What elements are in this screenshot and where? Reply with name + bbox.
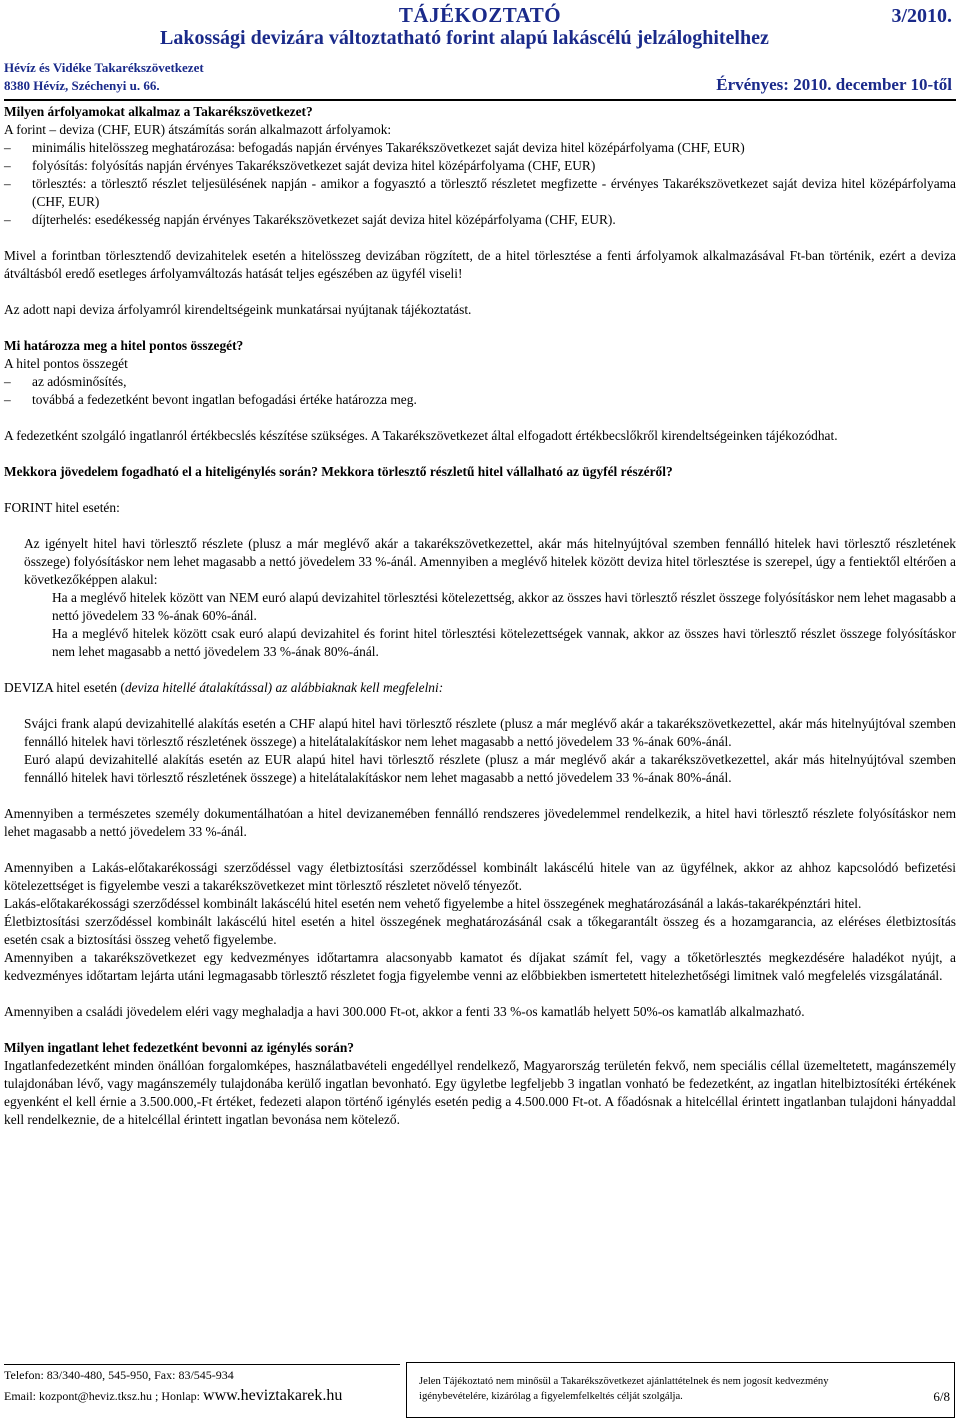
disclaimer-text: Jelen Tájékoztató nem minősül a Takarékszövetkezet ajánlattételnek és nem jogosít kedvezmény igénybevételére, kizárólag a figyelemfelkeltés célját szolgálja. (419, 1376, 829, 1402)
website-link[interactable]: www.heviztakarek.hu (203, 1387, 343, 1404)
document-body (4, 103, 956, 1129)
document-subtitle: Lakossági devizára változtatható forint alapú lakáscélú jelzáloghitelhez (160, 27, 769, 49)
footer-email: Email: kozpont@heviz.tksz.hu ; Honlap: (4, 1389, 204, 1403)
paragraph: Svájci frank alapú devizahitellé alakítás esetén a CHF alapú hitel havi törlesztő részlete (plusz a már meglévő akár a takarékszövetkezettel, akár más hitelnyújtóval szemben fennálló hitelek havi törlesztő részletének összege) a hitelátalakításkor nem lehet magasabb a nettó jövedelem 33 %-ának 60%-ánál. (24, 716, 956, 749)
list-item (4, 211, 956, 229)
dash-bullet: – (4, 140, 11, 155)
header-divider (4, 99, 956, 101)
paragraph: Ha a meglévő hitelek között csak euró alapú devizahitel és forint hitel törlesztési kötelezettségek vannak, akkor az összes havi törlesztő részlet összege folyósításkor nem lehet magasabb a nettó jövedelem 33 %-ának 80%-ánál. (52, 626, 956, 659)
forint-loan-label: FORINT hitel esetén: (4, 500, 120, 515)
exchange-rates-intro: A forint – deviza (CHF, EUR) átszámítás során alkalmazott árfolyamok: (4, 122, 392, 137)
paragraph: Euró alapú devizahitellé alakítás esetén az EUR alapú hitel havi törlesztő részlete (plusz a már meglévő akár a takarékszövetkezettel, akár más hitelnyújtóval szemben fennálló hitelek havi törlesztő részletének összege) a hitelátalakításkor nem lehet magasabb a nettó jövedelem 33 %-ának 80%-ánál. (24, 752, 956, 785)
footer-divider (4, 1364, 400, 1365)
validity-date: Érvényes: 2010. december 10-től (716, 75, 952, 94)
section-heading-loan-amount: Mi határozza meg a hitel pontos összegét? (4, 338, 244, 353)
organization-address: 8380 Hévíz, Széchenyi u. 66. (4, 78, 160, 93)
footer-contact (4, 1387, 342, 1405)
loan-amount-intro: A hitel pontos összegét (4, 356, 128, 371)
paragraph: Az adott napi deviza árfolyamról kirendeltségeink munkatársai nyújtanak tájékoztatást. (4, 302, 472, 317)
paragraph: Ha a meglévő hitelek között van NEM euró alapú devizahitel törlesztési kötelezettség, akkor az összes havi törlesztő részlet összege folyósításkor nem lehet magasabb a nettó jövedelem 33 %-ának 60%-ánál. (52, 590, 956, 623)
paragraph: Az igényelt hitel havi törlesztő részlete (plusz a már meglévő akár a takarékszövetkezettel, akár más hitelnyújtóval szemben fennálló hitelek havi törlesztő részletének összege) folyósításkor nem lehet magasabb a nettó jövedelem 33 %-ánál. Amennyiben a meglévő hitelek között deviza hitel törlesztése is szerepel, úgy a fentiektől eltérően a következőképpen alakul: (24, 536, 956, 587)
list-item (4, 391, 956, 409)
document-title: TÁJÉKOZTATÓ (398, 3, 562, 27)
paragraph: A fedezetként szolgáló ingatlanról értékbecslés készítése szükséges. A Takarékszövetkezet által elfogadott értékbecslőkről kirendeltségeinken tájékozódhat. (4, 428, 838, 443)
paragraph: Életbiztosítási szerződéssel kombinált lakáscélú hitel esetén a hitel összegének meghatározásánál csak a tőkegarantált összeg és a hozamgarancia, az eléréses életbiztosítás esetén csak a biztosítási összeg vehető figyelembe. (4, 914, 956, 947)
list-item (4, 175, 956, 211)
list-item-text: továbbá a fedezetként bevont ingatlan befogadási értéke határozza meg. (32, 392, 417, 407)
list-item-text: törlesztés: a törlesztő részlet teljesülésének napján - amikor a fogyasztó a törlesztő részletet megfizette - érvényes Takarékszövetkezet saját deviza hitel középárfolyama (CHF, EUR) (32, 176, 956, 209)
list-item-text: minimális hitelösszeg meghatározása: befogadás napján érvényes Takarékszövetkezet saját deviza hitel középárfolyama (CHF, EUR) (32, 140, 745, 155)
organization-name: Hévíz és Vidéke Takarékszövetkezet (4, 60, 204, 75)
deviza-loan-label-italic: deviza hitellé átalakítással) az alábbiaknak kell megfelelni: (124, 680, 444, 695)
list-item (4, 373, 956, 391)
footer-phone: Telefon: 83/340-480, 545-950, Fax: 83/545-934 (4, 1368, 234, 1382)
dash-bullet: – (4, 374, 11, 389)
list-item-text: az adósminősítés, (32, 374, 127, 389)
page-number: 6/8 (933, 1389, 950, 1404)
paragraph: Lakás-előtakarékossági szerződéssel kombinált lakáscélú hitel esetén nem vehető figyelembe a hitel összegének meghatározásánál a lakás-takarékpénztári hitel. (4, 896, 862, 911)
dash-bullet: – (4, 392, 11, 407)
paragraph: Mivel a forintban törlesztendő devizahitelek esetén a hitelösszeg devizában rögzített, de a hitel törlesztése a fenti árfolyamok alkalmazásával Ft-ban történik, ezért a deviza átváltásból eredő esetleges árfolyamváltozás hatását teljes egészében az ügyfél viseli! (4, 248, 956, 281)
paragraph: Amennyiben a családi jövedelem eléri vagy meghaladja a havi 300.000 Ft-ot, akkor a fenti 33 %-os kamatláb helyett 50%-os kamatláb alkalmazható. (4, 1004, 805, 1019)
dash-bullet: – (4, 158, 11, 173)
document-number: 3/2010. (891, 5, 952, 27)
dash-bullet: – (4, 212, 11, 227)
list-item-text: díjterhelés: esedékesség napján érvényes Takarékszövetkezet saját deviza hitel középárfolyama (CHF, EUR). (32, 212, 616, 227)
disclaimer-box (406, 1362, 955, 1418)
list-item (4, 139, 956, 157)
paragraph: Amennyiben a Lakás-előtakarékossági szerződéssel vagy életbiztosítási szerződéssel kombinált lakáscélú hitele van az ügyfélnek, akkor az ahhoz kapcsolódó befizetési kötelezettséget is figyelembe veszi a takarékszövetkezet mint törlesztő részletet növelő tényezőt. (4, 860, 956, 893)
section-heading-exchange-rates: Milyen árfolyamokat alkalmaz a Takarékszövetkezet? (4, 104, 313, 119)
list-item (4, 157, 956, 175)
section-heading-income: Mekkora jövedelem fogadható el a hiteligénylés során? Mekkora törlesztő részletű hitel vállalható az ügyfél részéről? (4, 464, 673, 479)
paragraph: Amennyiben a takarékszövetkezet egy kedvezményes időtartamra alacsonyabb kamatot és díjakat számít fel, vagy a tőketörlesztés megkezdésére haladékot nyújt, a kedvezményes időtartam lejárta utáni legmagasabb törlesztő részletet fogja figyelembe venni az előbbiekben ismertetett hitelezhetőségi limitnek való megfelelés vizsgálatánál. (4, 950, 956, 983)
paragraph: Ingatlanfedezetként minden önállóan forgalomképes, használatbavételi engedéllyel rendelkező, Magyarország területén fekvő, nem speciális céllal üzemeltetett, magánszemély tulajdonában lévő, vagy magánszemély tulajdonába kerülő ingatlan bevonható. Egy ügyletbe legfeljebb 3 ingatlan vonható be fedezetként, az ingatlan hitelbiztosítéki értékének egyenként el kell érnie a 3.500.000,-Ft értéket, fedezeti alapon történő igénylés esetén pedig a 4.500.000 Ft-ot. A főadósnak a hitelcéllal érintett ingatlanban tulajdoni hányaddal kell rendelkeznie, de a hitelcéllal érintett ingatlan bevonása nem kötelező. (4, 1058, 956, 1127)
list-item-text: folyósítás: folyósítás napján érvényes Takarékszövetkezet saját deviza hitel középárfolyama (CHF, EUR) (32, 158, 596, 173)
deviza-loan-label-text: DEVIZA hitel esetén ( (4, 680, 125, 695)
paragraph: Amennyiben a természetes személy dokumentálhatóan a hitel devizanemében fennálló rendszeres jövedelemmel rendelkezik, a hitel havi törlesztő részlete folyósításkor nem lehet magasabb a nettó jövedelem 33 %-ánál. (4, 806, 956, 839)
deviza-loan-label (4, 679, 956, 697)
dash-bullet: – (4, 176, 11, 191)
section-heading-collateral: Milyen ingatlant lehet fedezetként bevonni az igénylés során? (4, 1040, 354, 1055)
